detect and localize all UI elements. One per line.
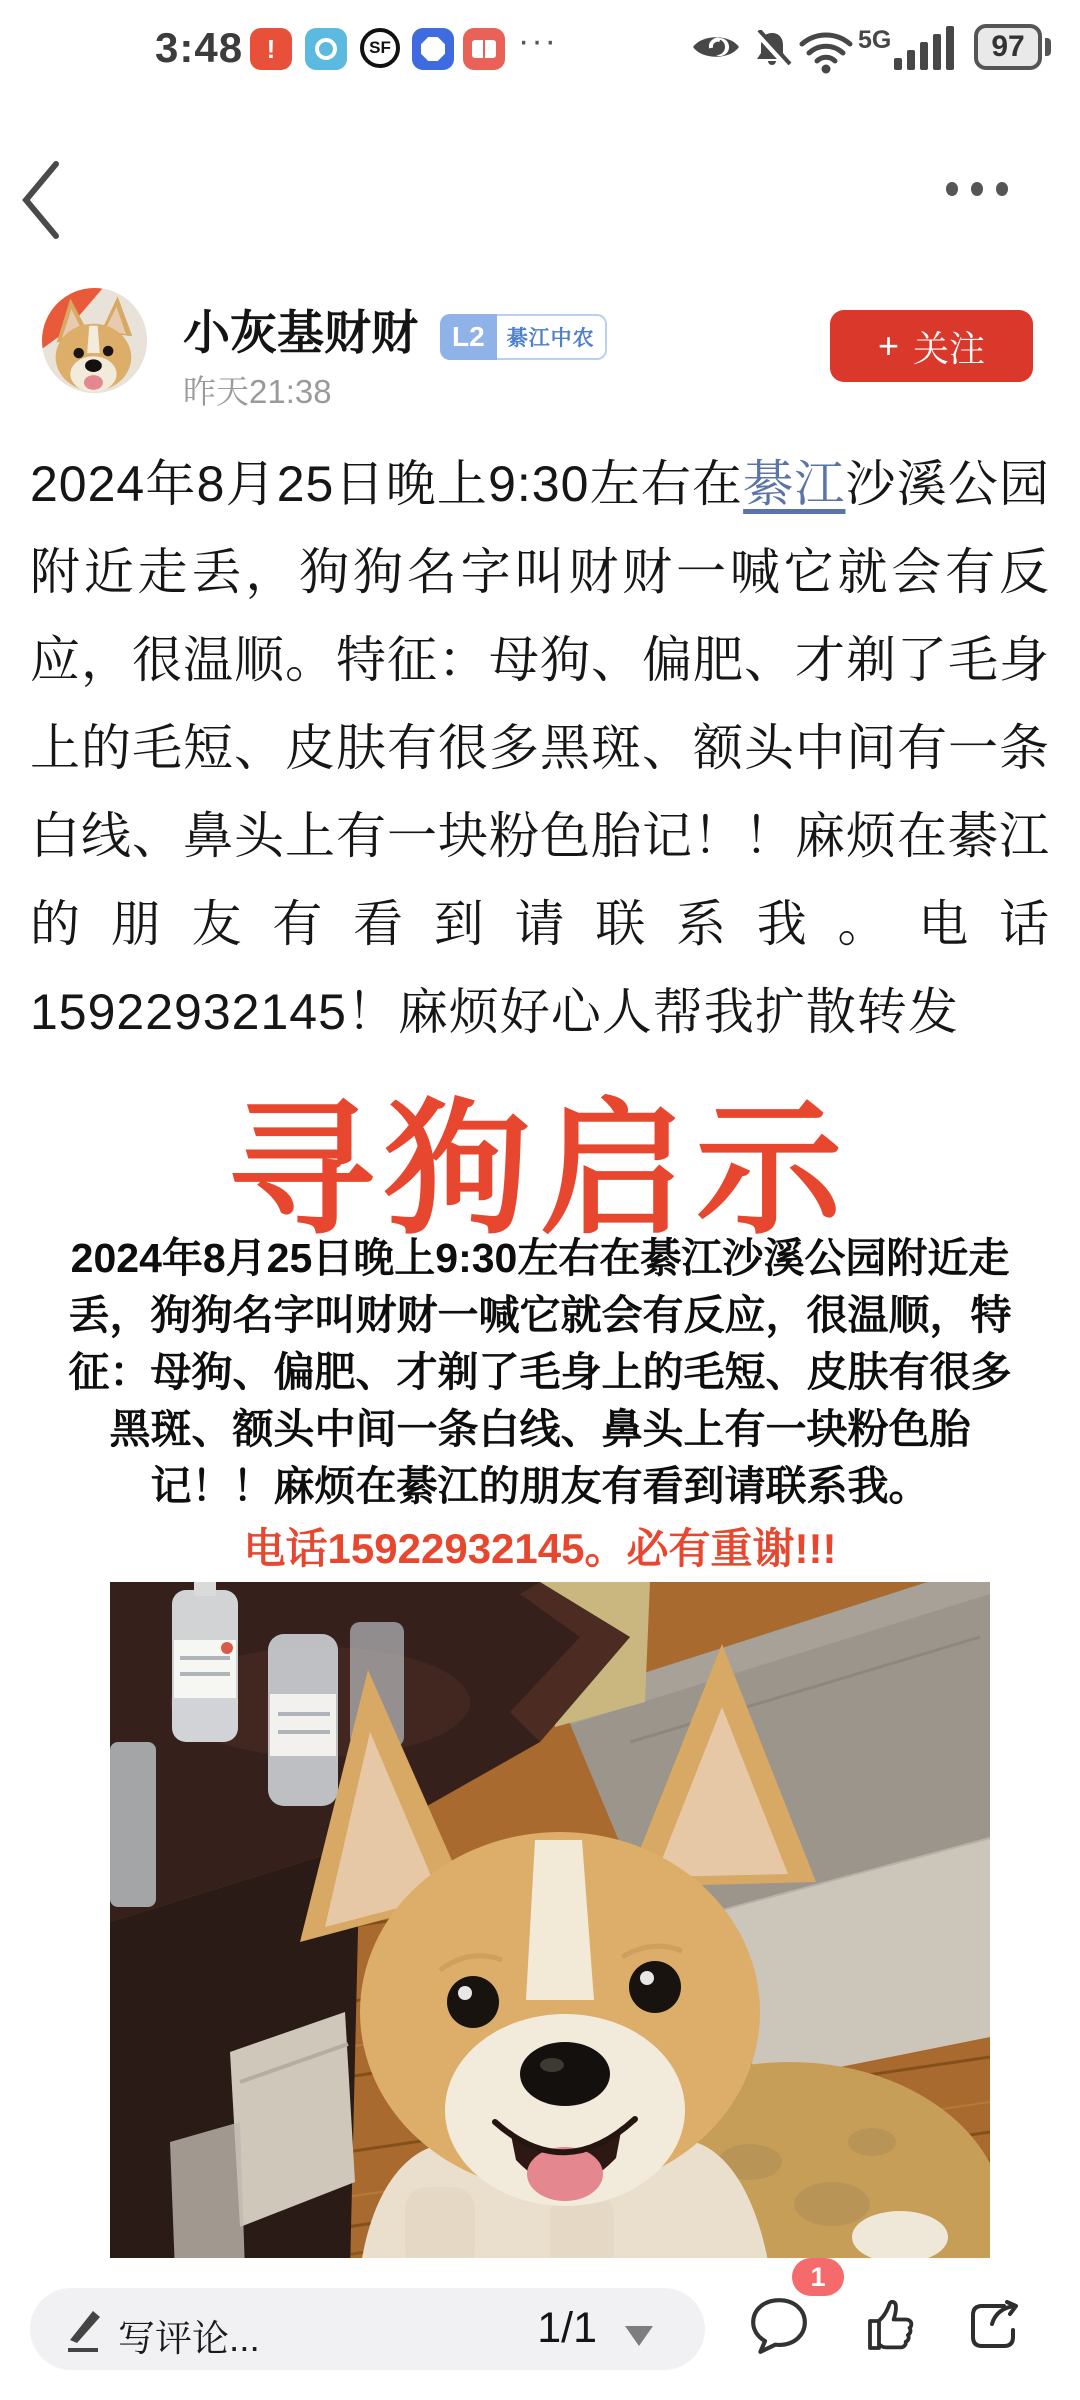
book-app-icon xyxy=(463,28,505,70)
comment-placeholder: 写评论... xyxy=(118,2318,260,2359)
mute-bell-icon xyxy=(752,30,792,75)
flyer-body: 2024年8月25日晚上9:30左右在綦江沙溪公园附近走丢，狗狗名字叫财财一喊它就会有反应，很温顺，特征：母狗、偏肥、才剃了毛身上的毛短、皮肤有很多黑斑、额头中间一条白线、鼻头上有一块粉色胎记！！麻烦在綦江的朋友有看到请联系我。 xyxy=(68,1235,1012,1509)
plus-icon: + xyxy=(877,325,899,366)
dog-photo[interactable] xyxy=(110,1582,990,2272)
author-badges xyxy=(440,314,607,360)
comment-input[interactable] xyxy=(30,2288,705,2370)
region-badge: 綦江中农 xyxy=(497,314,607,360)
level-badge: L2 xyxy=(440,314,497,360)
more-notifications-icon: ··· xyxy=(518,22,558,60)
notification-app-icon-red: ! xyxy=(250,28,292,70)
network-type-label: 5G xyxy=(858,26,892,54)
location-link[interactable]: 綦江 xyxy=(743,456,846,512)
comments-button[interactable] xyxy=(748,2294,810,2361)
post-timestamp: 昨天21:38 xyxy=(183,373,332,410)
author-name[interactable]: 小灰基财财 xyxy=(183,306,418,359)
page-indicator[interactable]: 1/1 xyxy=(537,2304,597,2352)
back-button[interactable] xyxy=(16,158,64,242)
flyer-contact-line: 电话15922932145。必有重谢!!! xyxy=(243,1525,837,1572)
bottom-bar xyxy=(0,2258,1080,2400)
status-bar xyxy=(0,0,1080,92)
battery-percent: 97 xyxy=(991,30,1025,63)
post-body xyxy=(30,440,1050,1056)
sf-express-icon: SF xyxy=(360,28,400,68)
share-button[interactable] xyxy=(962,2294,1024,2361)
clock: 3:48 xyxy=(155,24,244,71)
flyer-title: 寻狗启示 xyxy=(228,1088,852,1251)
post-text-2: 沙溪公园附近走丢，狗狗名字叫财财一喊它就会有反应，很温顺。特征：母狗、偏肥、才剃了毛身上的毛短、皮肤有很多黑斑、额头中间有一条白线、鼻头上有一块粉色胎记！！麻烦在綦江的朋友有看到请联系我。电话15922932145！麻烦好心人帮我扩散转发 xyxy=(30,456,1051,1040)
avatar[interactable] xyxy=(42,288,147,393)
signal-strength-icon xyxy=(894,28,966,70)
wifi-icon xyxy=(798,30,854,79)
battery-indicator xyxy=(974,24,1042,70)
notification-app-icon-blue xyxy=(412,28,454,70)
page-dropdown-caret-icon[interactable] xyxy=(625,2326,653,2346)
notification-app-icon-cyan xyxy=(305,28,347,70)
follow-button[interactable]: + 关注 xyxy=(830,310,1033,382)
overflow-menu-button[interactable] xyxy=(946,182,1008,196)
post-text-1: 2024年8月25日晚上9:30左右在 xyxy=(30,456,744,512)
pencil-icon xyxy=(62,2306,108,2359)
author-row xyxy=(0,270,1080,430)
comment-count-badge: 1 xyxy=(792,2258,844,2296)
eye-protection-icon xyxy=(690,30,742,69)
like-button[interactable] xyxy=(862,2294,922,2359)
nav-bar xyxy=(0,120,1080,250)
